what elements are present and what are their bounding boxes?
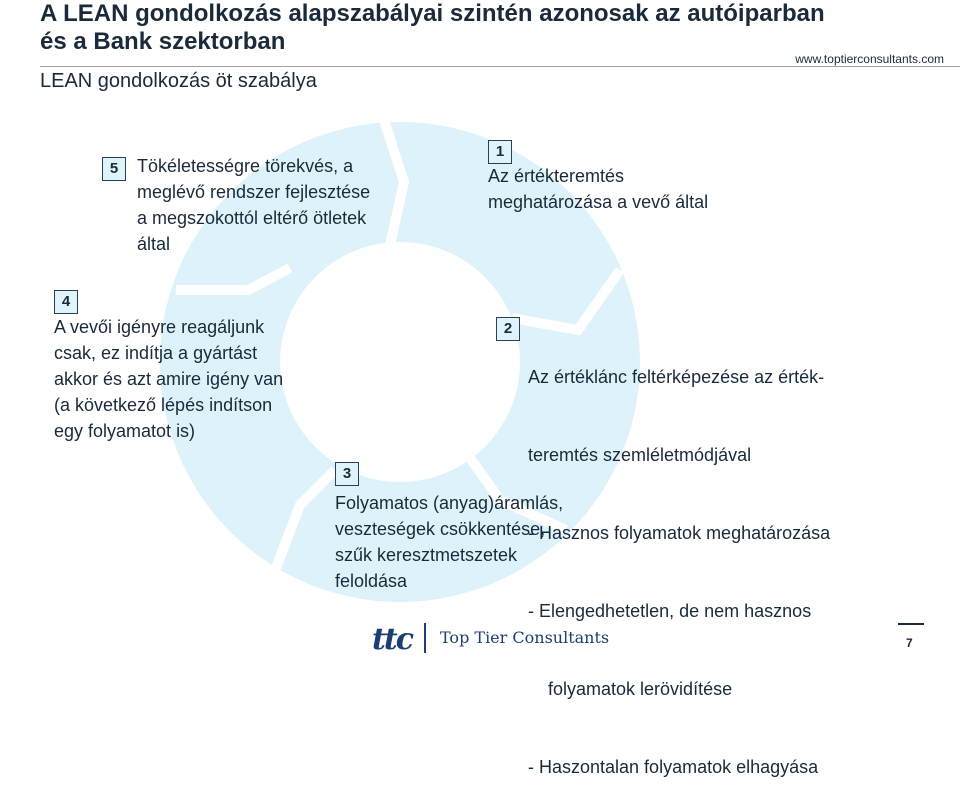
step-1-number-box: 1	[488, 140, 512, 164]
step-3-number-box: 3	[335, 462, 359, 486]
step-2-line: teremtés szemléletmódjával	[528, 445, 752, 465]
step-3-line: feloldása	[335, 571, 408, 591]
step-5-line: Tökéletességre törekvés, a	[137, 156, 354, 176]
website-link[interactable]: www.toptierconsultants.com	[795, 52, 944, 66]
step-3-text	[335, 490, 563, 594]
logo-separator	[424, 623, 426, 653]
step-1-line: meghatározása a vevő által	[488, 192, 709, 212]
step-2-line: - Elengedhetetlen, de nem hasznos	[528, 601, 812, 621]
step-2-line: folyamatok lerövidítése	[528, 679, 733, 699]
step-5-number-box: 5	[102, 157, 126, 181]
company-logo-mark: ttc	[372, 622, 412, 657]
step-4-line: akkor és azt amire igény van	[54, 369, 284, 389]
step-4-line: egy folyamatot is)	[54, 421, 196, 441]
company-logo-text: Top Tier Consultants	[440, 628, 610, 647]
step-2-line: Az értéklánc feltérképezése az érték-	[528, 367, 825, 387]
page-subtitle: LEAN gondolkozás öt szabálya	[40, 70, 317, 92]
step-3-line: veszteségek csökkentése,	[335, 519, 546, 539]
step-5-line: által	[137, 234, 171, 254]
step-2-line: - Haszontalan folyamatok elhagyása	[528, 757, 819, 777]
title-line-1: A LEAN gondolkozás alapszabályai szintén azonosak az autóiparban	[40, 0, 825, 27]
step-1-line: Az értékteremtés	[488, 166, 625, 186]
step-3-line: Folyamatos (anyag)áramlás,	[335, 493, 564, 513]
step-4-number-box: 4	[54, 290, 78, 314]
step-4-line: csak, ez indítja a gyártást	[54, 343, 258, 363]
step-4-line: (a következő lépés indítson	[54, 395, 273, 415]
title-line-2: és a Bank szektorban	[40, 28, 286, 55]
step-5-line: a megszokottól eltérő ötletek	[137, 208, 367, 228]
page-number: 7	[906, 636, 913, 650]
step-1-text	[488, 163, 708, 215]
step-3-line: szűk keresztmetszetek	[335, 545, 518, 565]
step-4-line: A vevői igényre reagáljunk	[54, 317, 265, 337]
step-2-text	[528, 312, 830, 806]
step-2-number-box: 2	[496, 317, 520, 341]
page-number-rule	[898, 623, 924, 625]
step-5-line: meglévő rendszer fejlesztése	[137, 182, 371, 202]
step-5-text	[137, 153, 370, 257]
step-2-line: - Hasznos folyamatok meghatározása	[528, 523, 831, 543]
step-4-text	[54, 314, 283, 444]
